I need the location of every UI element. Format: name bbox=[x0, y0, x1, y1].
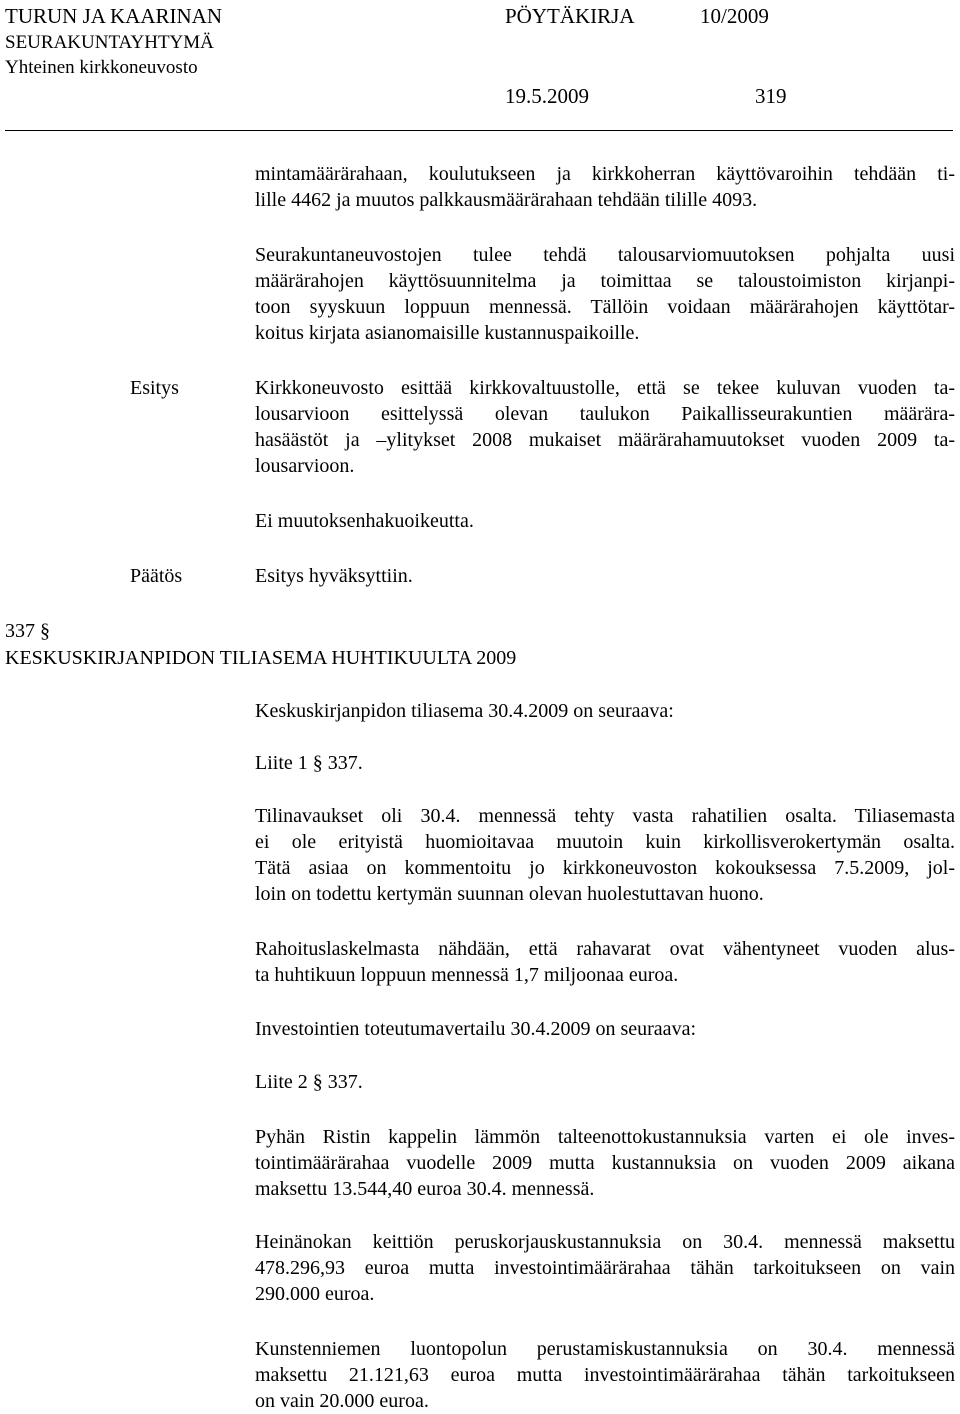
appeal-note: Ei muutoksenhakuoikeutta. bbox=[255, 510, 474, 532]
text-line: Rahoituslaskelmasta nähdään, että rahavarat ovat vähentyneet vuoden alus- bbox=[255, 938, 955, 960]
text-line: ei ole erityistä huomioitavaa muutoin kuin kirkollisverokertymän osalta. bbox=[255, 831, 955, 853]
text-line: Heinänokan keittiön peruskorjauskustannuksia on 30.4. mennessä maksettu bbox=[255, 1231, 955, 1253]
text-line: tointimäärärahaa vuodelle 2009 mutta kustannuksia on vuoden 2009 aikana bbox=[255, 1152, 955, 1174]
cash-flow-paragraph bbox=[255, 936, 955, 988]
proposal-paragraph bbox=[255, 375, 955, 479]
text-line: ta huhtikuun loppuun mennessä 1,7 miljoonaa euroa. bbox=[255, 964, 679, 986]
header-divider bbox=[5, 130, 953, 131]
text-line: Tilinavaukset oli 30.4. mennessä tehty vasta rahatilien osalta. Tiliasemasta bbox=[255, 805, 955, 827]
investment-comparison-intro: Investointien toteutumavertailu 30.4.2009 on seuraava: bbox=[255, 1018, 696, 1040]
page-number: 319 bbox=[755, 84, 787, 108]
text-line: määrärahojen käyttösuunnitelma ja toimittaa se taloustoimiston kirjanpi- bbox=[255, 270, 955, 292]
investment-paragraph-1 bbox=[255, 1124, 955, 1202]
proposal-label: Esitys bbox=[130, 377, 179, 399]
text-line: loin on todettu kertymän suunnan olevan huolestuttavan huono. bbox=[255, 883, 764, 905]
text-line: toon syyskuun loppuun mennessä. Tällöin voidaan määrärahojen käyttötar- bbox=[255, 296, 955, 318]
document-type: PÖYTÄKIRJA bbox=[505, 4, 635, 28]
text-line: mintamäärärahaan, koulutukseen ja kirkkoherran käyttövaroihin tehdään ti- bbox=[255, 163, 955, 185]
investment-paragraph-3 bbox=[255, 1336, 955, 1414]
text-line: on vain 20.000 euroa. bbox=[255, 1390, 429, 1412]
ledger-status-intro: Keskuskirjanpidon tiliasema 30.4.2009 on seuraava: bbox=[255, 700, 674, 722]
text-line: 290.000 euroa. bbox=[255, 1283, 375, 1305]
section-title: KESKUSKIRJANPIDON TILIASEMA HUHTIKUULTA 2009 bbox=[5, 647, 517, 669]
text-line: Pyhän Ristin kappelin lämmön talteenottokustannuksia varten ei ole inves- bbox=[255, 1126, 955, 1148]
organization-name: TURUN JA KAARINAN bbox=[5, 4, 223, 28]
attachment-reference-2: Liite 2 § 337. bbox=[255, 1071, 363, 1093]
section-number: 337 § bbox=[5, 620, 50, 642]
text-line: hasäästöt ja –ylitykset 2008 mukaiset määrärahamuutokset vuoden 2009 ta- bbox=[255, 429, 955, 451]
committee-name: Yhteinen kirkkoneuvosto bbox=[5, 57, 198, 78]
text-line: Kunstenniemen luontopolun perustamiskustannuksia on 30.4. mennessä bbox=[255, 1338, 955, 1360]
ledger-paragraph bbox=[255, 803, 955, 907]
text-line: koitus kirjata asianomaisille kustannuspaikoille. bbox=[255, 322, 640, 344]
text-line: Seurakuntaneuvostojen tulee tehdä talousarviomuutoksen pohjalta uusi bbox=[255, 244, 955, 266]
text-line: lille 4462 ja muutos palkkausmäärärahaan tehdään tilille 4093. bbox=[255, 189, 758, 211]
organization-subtitle: SEURAKUNTAYHTYMÄ bbox=[5, 32, 214, 53]
document-number: 10/2009 bbox=[700, 4, 769, 28]
attachment-reference-1: Liite 1 § 337. bbox=[255, 752, 363, 774]
text-line: Kirkkoneuvosto esittää kirkkovaltuustolle, että se tekee kuluvan vuoden ta- bbox=[255, 377, 955, 399]
text-line: 478.296,93 euroa mutta investointimäärärahaa tähän tarkoitukseen on vain bbox=[255, 1257, 955, 1279]
text-line: lousarvioon esittelyssä olevan taulukon Paikallisseurakuntien määrära- bbox=[255, 403, 955, 425]
decision-text: Esitys hyväksyttiin. bbox=[255, 565, 413, 587]
text-line: lousarvioon. bbox=[255, 455, 355, 477]
intro-paragraph-2 bbox=[255, 242, 955, 346]
text-line: Tätä asiaa on kommentoitu jo kirkkoneuvoston kokouksessa 7.5.2009, jol- bbox=[255, 857, 955, 879]
text-line: maksettu 21.121,63 euroa mutta investointimäärärahaa tähän tarkoitukseen bbox=[255, 1364, 955, 1386]
intro-paragraph-1 bbox=[255, 161, 955, 213]
investment-paragraph-2 bbox=[255, 1229, 955, 1307]
decision-label: Päätös bbox=[130, 565, 183, 587]
text-line: maksettu 13.544,40 euroa 30.4. mennessä. bbox=[255, 1178, 595, 1200]
meeting-date: 19.5.2009 bbox=[505, 84, 589, 108]
